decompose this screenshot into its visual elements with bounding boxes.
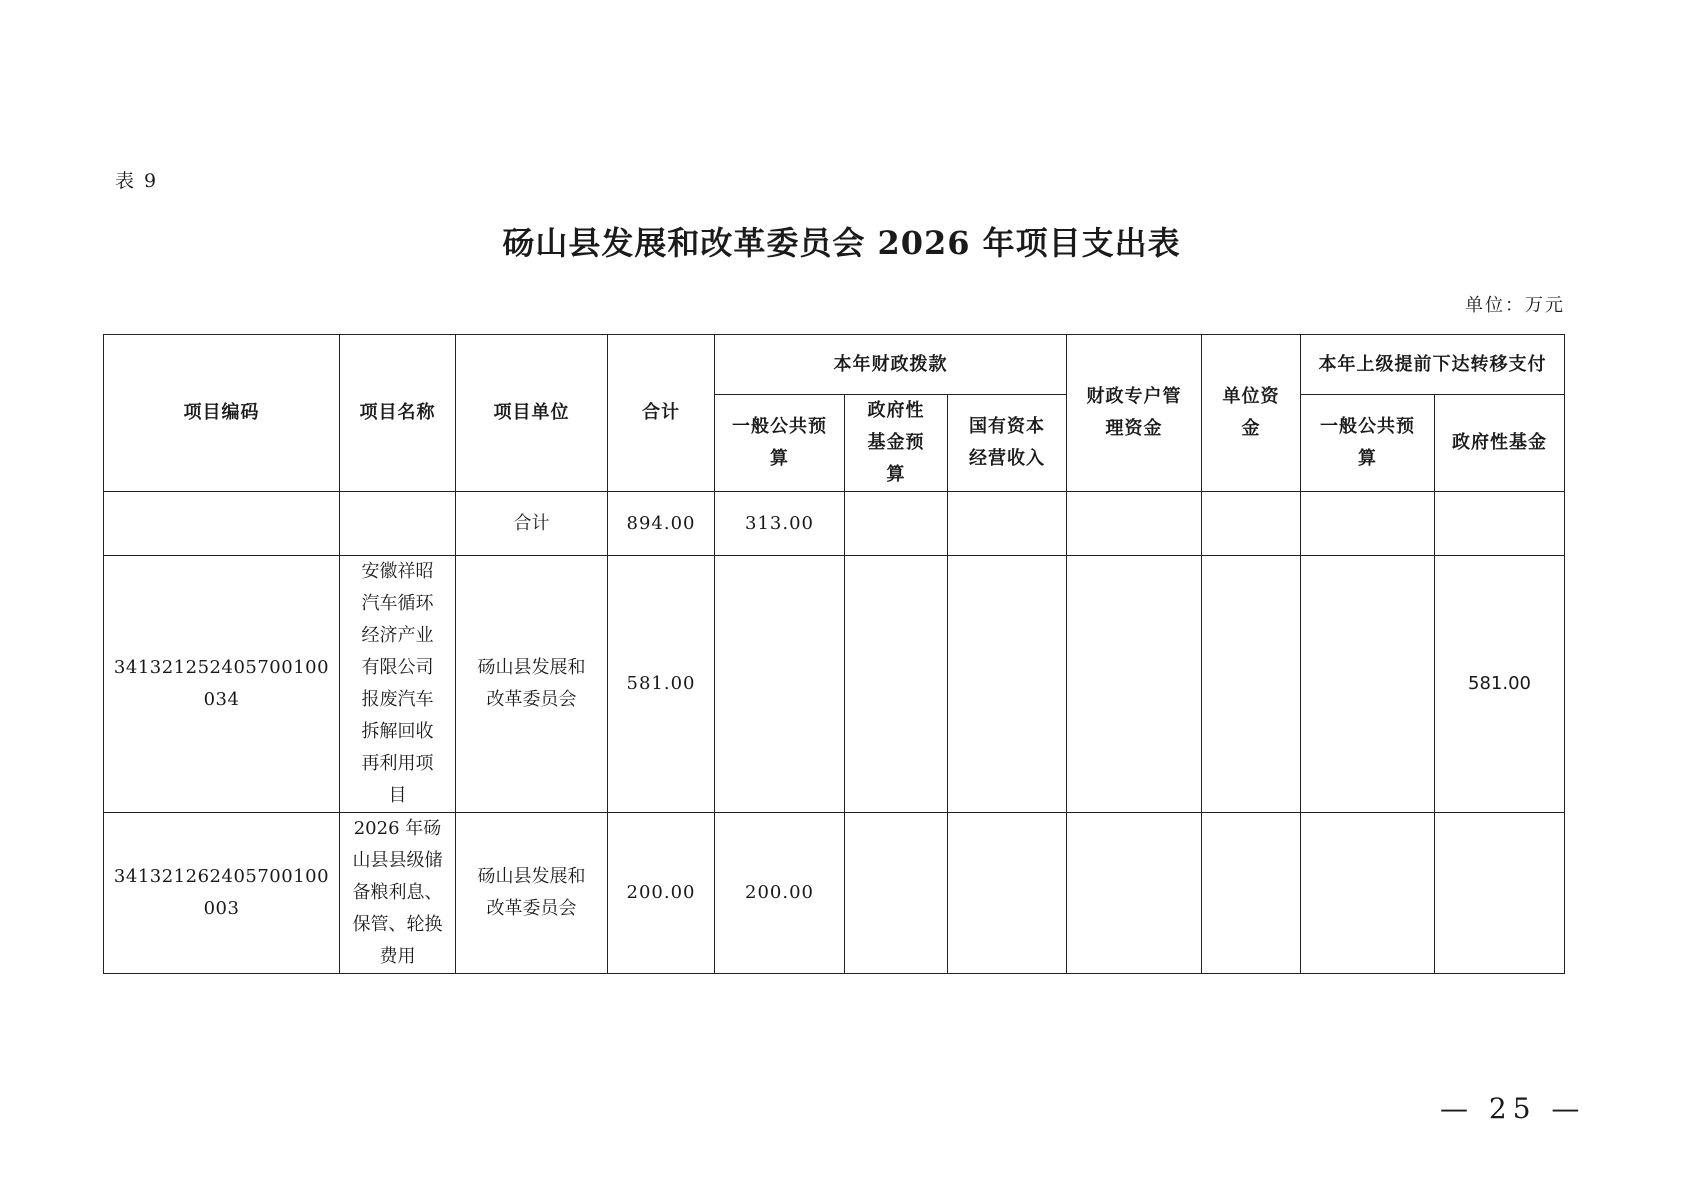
cell-transfer-general — [1301, 492, 1435, 556]
cell-transfer-general — [1301, 813, 1435, 974]
header-unit-funds: 单位资金 — [1202, 335, 1301, 492]
cell-state-capital — [948, 556, 1067, 813]
cell-gov-fund-budget — [845, 556, 948, 813]
cell-name: 2026 年砀山县县级储备粮利息、保管、轮换费用 — [340, 813, 456, 974]
header-row-1 — [104, 335, 1565, 395]
cell-transfer-general — [1301, 556, 1435, 813]
cell-name: 安徽祥昭汽车循环经济产业有限公司报废汽车拆解回收再利用项目 — [340, 556, 456, 813]
header-code: 项目编码 — [104, 335, 340, 492]
cell-special-account — [1067, 556, 1202, 813]
header-total: 合计 — [608, 335, 715, 492]
header-state-capital: 国有资本经营收入 — [948, 395, 1067, 492]
table-row — [104, 813, 1565, 974]
table-label: 表 9 — [115, 170, 159, 192]
cell-state-capital — [948, 492, 1067, 556]
table-row — [104, 556, 1565, 813]
cell-code: 341321262405700100003 — [104, 813, 340, 974]
cell-unit: 合计 — [456, 492, 608, 556]
cell-code — [104, 492, 340, 556]
cell-gov-fund-budget — [845, 492, 948, 556]
header-gov-fund-budget: 政府性基金预算 — [845, 395, 948, 492]
page-title: 砀山县发展和改革委员会 2026 年项目支出表 — [502, 224, 1181, 262]
header-transfer-general: 一般公共预算 — [1301, 395, 1435, 492]
page-number: — 25 — — [1440, 1092, 1586, 1125]
cell-state-capital — [948, 813, 1067, 974]
cell-unit: 砀山县发展和改革委员会 — [456, 556, 608, 813]
cell-transfer-gov-fund: 581.00 — [1435, 556, 1565, 813]
header-unit: 项目单位 — [456, 335, 608, 492]
unit-label: 单位：万元 — [1465, 295, 1565, 316]
cell-total: 894.00 — [608, 492, 715, 556]
cell-general-budget — [715, 556, 845, 813]
cell-code: 341321252405700100034 — [104, 556, 340, 813]
header-transfer-group: 本年上级提前下达转移支付 — [1301, 335, 1565, 395]
table-row — [104, 492, 1565, 556]
cell-special-account — [1067, 813, 1202, 974]
cell-special-account — [1067, 492, 1202, 556]
cell-unit-funds — [1202, 492, 1301, 556]
cell-general-budget: 313.00 — [715, 492, 845, 556]
cell-name — [340, 492, 456, 556]
header-name: 项目名称 — [340, 335, 456, 492]
cell-transfer-gov-fund — [1435, 813, 1565, 974]
cell-general-budget: 200.00 — [715, 813, 845, 974]
header-fiscal-group: 本年财政拨款 — [715, 335, 1067, 395]
project-expense-table — [103, 334, 1565, 974]
cell-gov-fund-budget — [845, 813, 948, 974]
cell-unit: 砀山县发展和改革委员会 — [456, 813, 608, 974]
cell-total: 581.00 — [608, 556, 715, 813]
header-transfer-gov-fund: 政府性基金 — [1435, 395, 1565, 492]
header-special-account: 财政专户管理资金 — [1067, 335, 1202, 492]
header-general-budget: 一般公共预算 — [715, 395, 845, 492]
cell-unit-funds — [1202, 813, 1301, 974]
cell-transfer-gov-fund — [1435, 492, 1565, 556]
cell-total: 200.00 — [608, 813, 715, 974]
cell-unit-funds — [1202, 556, 1301, 813]
